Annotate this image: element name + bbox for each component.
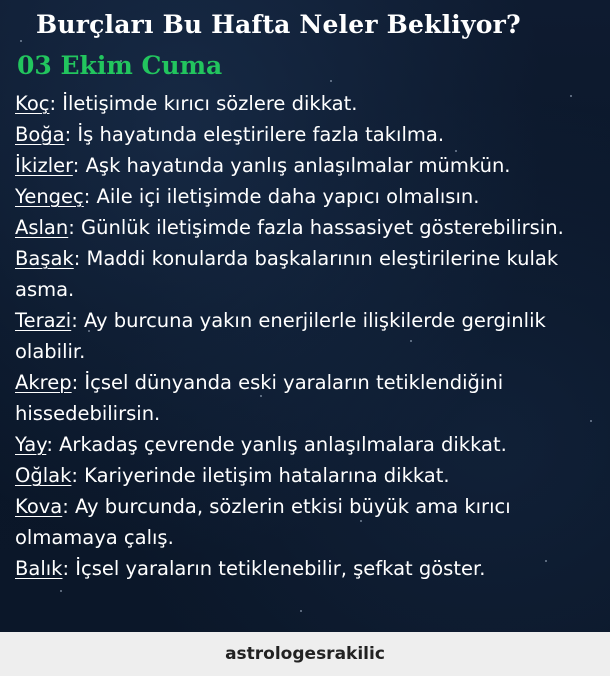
sign-name: Akrep	[15, 371, 72, 394]
horoscope-item-koc	[15, 88, 600, 119]
sign-forecast: : İçsel yaraların tetiklenebilir, şefkat göster.	[62, 557, 486, 580]
sign-name: Başak	[15, 247, 74, 270]
sign-forecast: : Kariyerinde iletişim hatalarına dikkat.	[71, 464, 450, 487]
horoscope-item-aslan	[15, 212, 600, 243]
sign-forecast: : İş hayatında eleştirilere fazla takılma.	[64, 123, 445, 146]
horoscope-item-ikizler	[15, 150, 600, 181]
sign-name: Terazi	[15, 309, 72, 332]
sign-forecast: : Aile içi iletişimde daha yapıcı olmalısın.	[83, 185, 480, 208]
sign-forecast: : Ay burcuna yakın enerjilerle ilişkilerde gerginlik olabilir.	[15, 309, 546, 363]
sign-name: Boğa	[15, 123, 65, 146]
poster-date: 03 Ekim Cuma	[17, 51, 223, 80]
sign-forecast: : İçsel dünyanda eski yaraların tetiklendiğini hissedebilirsin.	[15, 371, 504, 425]
horoscope-item-akrep	[15, 367, 600, 429]
sign-forecast: : İletişimde kırıcı sözlere dikkat.	[49, 92, 358, 115]
sign-forecast: : Ay burcunda, sözlerin etkisi büyük ama kırıcı olmamaya çalış.	[15, 495, 511, 549]
sign-name: Oğlak	[15, 464, 72, 487]
horoscope-item-kova	[15, 491, 600, 553]
horoscope-item-yengec	[15, 181, 600, 212]
horoscope-item-terazi	[15, 305, 600, 367]
horoscope-item-oglak	[15, 460, 600, 491]
sign-name: Kova	[15, 495, 63, 518]
sign-forecast: : Maddi konularda başkalarının eleştirilerine kulak asma.	[15, 247, 559, 301]
horoscope-item-basak	[15, 243, 600, 305]
sign-forecast: : Arkadaş çevrende yanlış anlaşılmalara dikkat.	[46, 433, 507, 456]
watermark-bar	[0, 632, 610, 676]
sign-name: Yay	[15, 433, 47, 456]
poster-title: Burçları Bu Hafta Neler Bekliyor?	[36, 10, 521, 39]
horoscope-item-yay	[15, 429, 600, 460]
sign-forecast: : Aşk hayatında yanlış anlaşılmalar mümkün.	[72, 154, 511, 177]
sign-name: Balık	[15, 557, 63, 580]
sign-name: İkizler	[15, 154, 73, 177]
horoscope-list	[15, 88, 600, 584]
account-handle[interactable]: astrologesrakilic	[225, 644, 385, 664]
sign-name: Yengeç	[15, 185, 84, 208]
sign-forecast: : Günlük iletişimde fazla hassasiyet gösterebilirsin.	[68, 216, 564, 239]
sign-name: Aslan	[15, 216, 69, 239]
horoscope-item-balik	[15, 553, 600, 584]
sign-name: Koç	[15, 92, 50, 115]
horoscope-item-boga	[15, 119, 600, 150]
